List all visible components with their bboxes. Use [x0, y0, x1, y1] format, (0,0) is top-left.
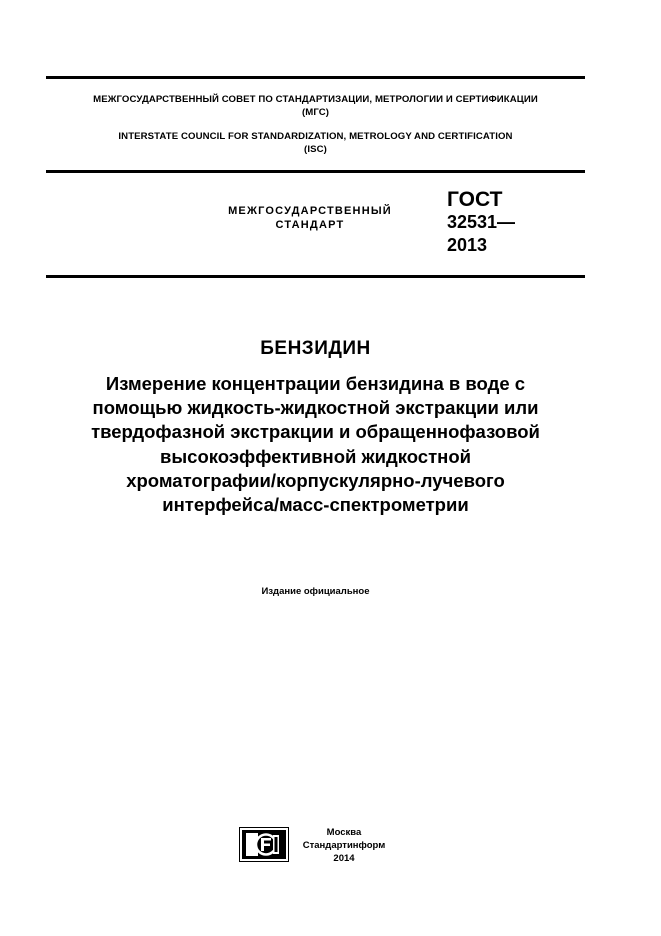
- standard-kind-line2: СТАНДАРТ: [275, 219, 345, 231]
- council-en-name: [46, 130, 585, 156]
- gost-number: 32531—: [447, 212, 516, 232]
- gost-year: 2013: [447, 235, 488, 255]
- subtitle-line: интерфейса/масс-спектрометрии: [162, 494, 469, 516]
- council-en-abbr: (ISC): [304, 144, 327, 155]
- designation-rule: [46, 275, 585, 278]
- gost-designation: [447, 188, 577, 257]
- subtitle-line: помощью жидкость-жидкостной экстракции или: [92, 397, 539, 419]
- council-ru-line: МЕЖГОСУДАРСТВЕННЫЙ СОВЕТ ПО СТАНДАРТИЗАЦИИ, МЕТРОЛОГИИ И СЕРТИФИКАЦИИ: [93, 94, 538, 105]
- publisher-city: Москва: [326, 827, 362, 838]
- publisher-year: 2014: [333, 853, 355, 864]
- standartinform-logo-icon: [239, 827, 289, 862]
- document-title: БЕНЗИДИН: [260, 338, 371, 359]
- subtitle-line: твердофазной экстракции и обращеннофазовой: [91, 421, 540, 443]
- publisher-name: Стандартинформ: [302, 840, 386, 851]
- subtitle-line: высокоэффективной жидкостной: [159, 445, 472, 467]
- standard-kind-line1: МЕЖГОСУДАРСТВЕННЫЙ: [228, 205, 392, 217]
- council-en-line: INTERSTATE COUNCIL FOR STANDARDIZATION, METROLOGY AND CERTIFICATION: [118, 131, 513, 142]
- edition-note: Издание официальное: [261, 586, 370, 597]
- council-ru-name: [46, 93, 585, 119]
- document-subtitle: [60, 372, 571, 517]
- publisher-block: [294, 826, 394, 865]
- standard-kind: [200, 204, 420, 232]
- top-rule: [46, 76, 585, 79]
- council-ru-abbr: (МГС): [301, 107, 330, 118]
- gost-prefix: ГОСТ: [447, 188, 503, 211]
- header-rule: [46, 170, 585, 173]
- subtitle-line: хроматографии/корпускулярно-лучевого: [126, 469, 505, 491]
- subtitle-line: Измерение концентрации бензидина в воде с: [105, 373, 526, 394]
